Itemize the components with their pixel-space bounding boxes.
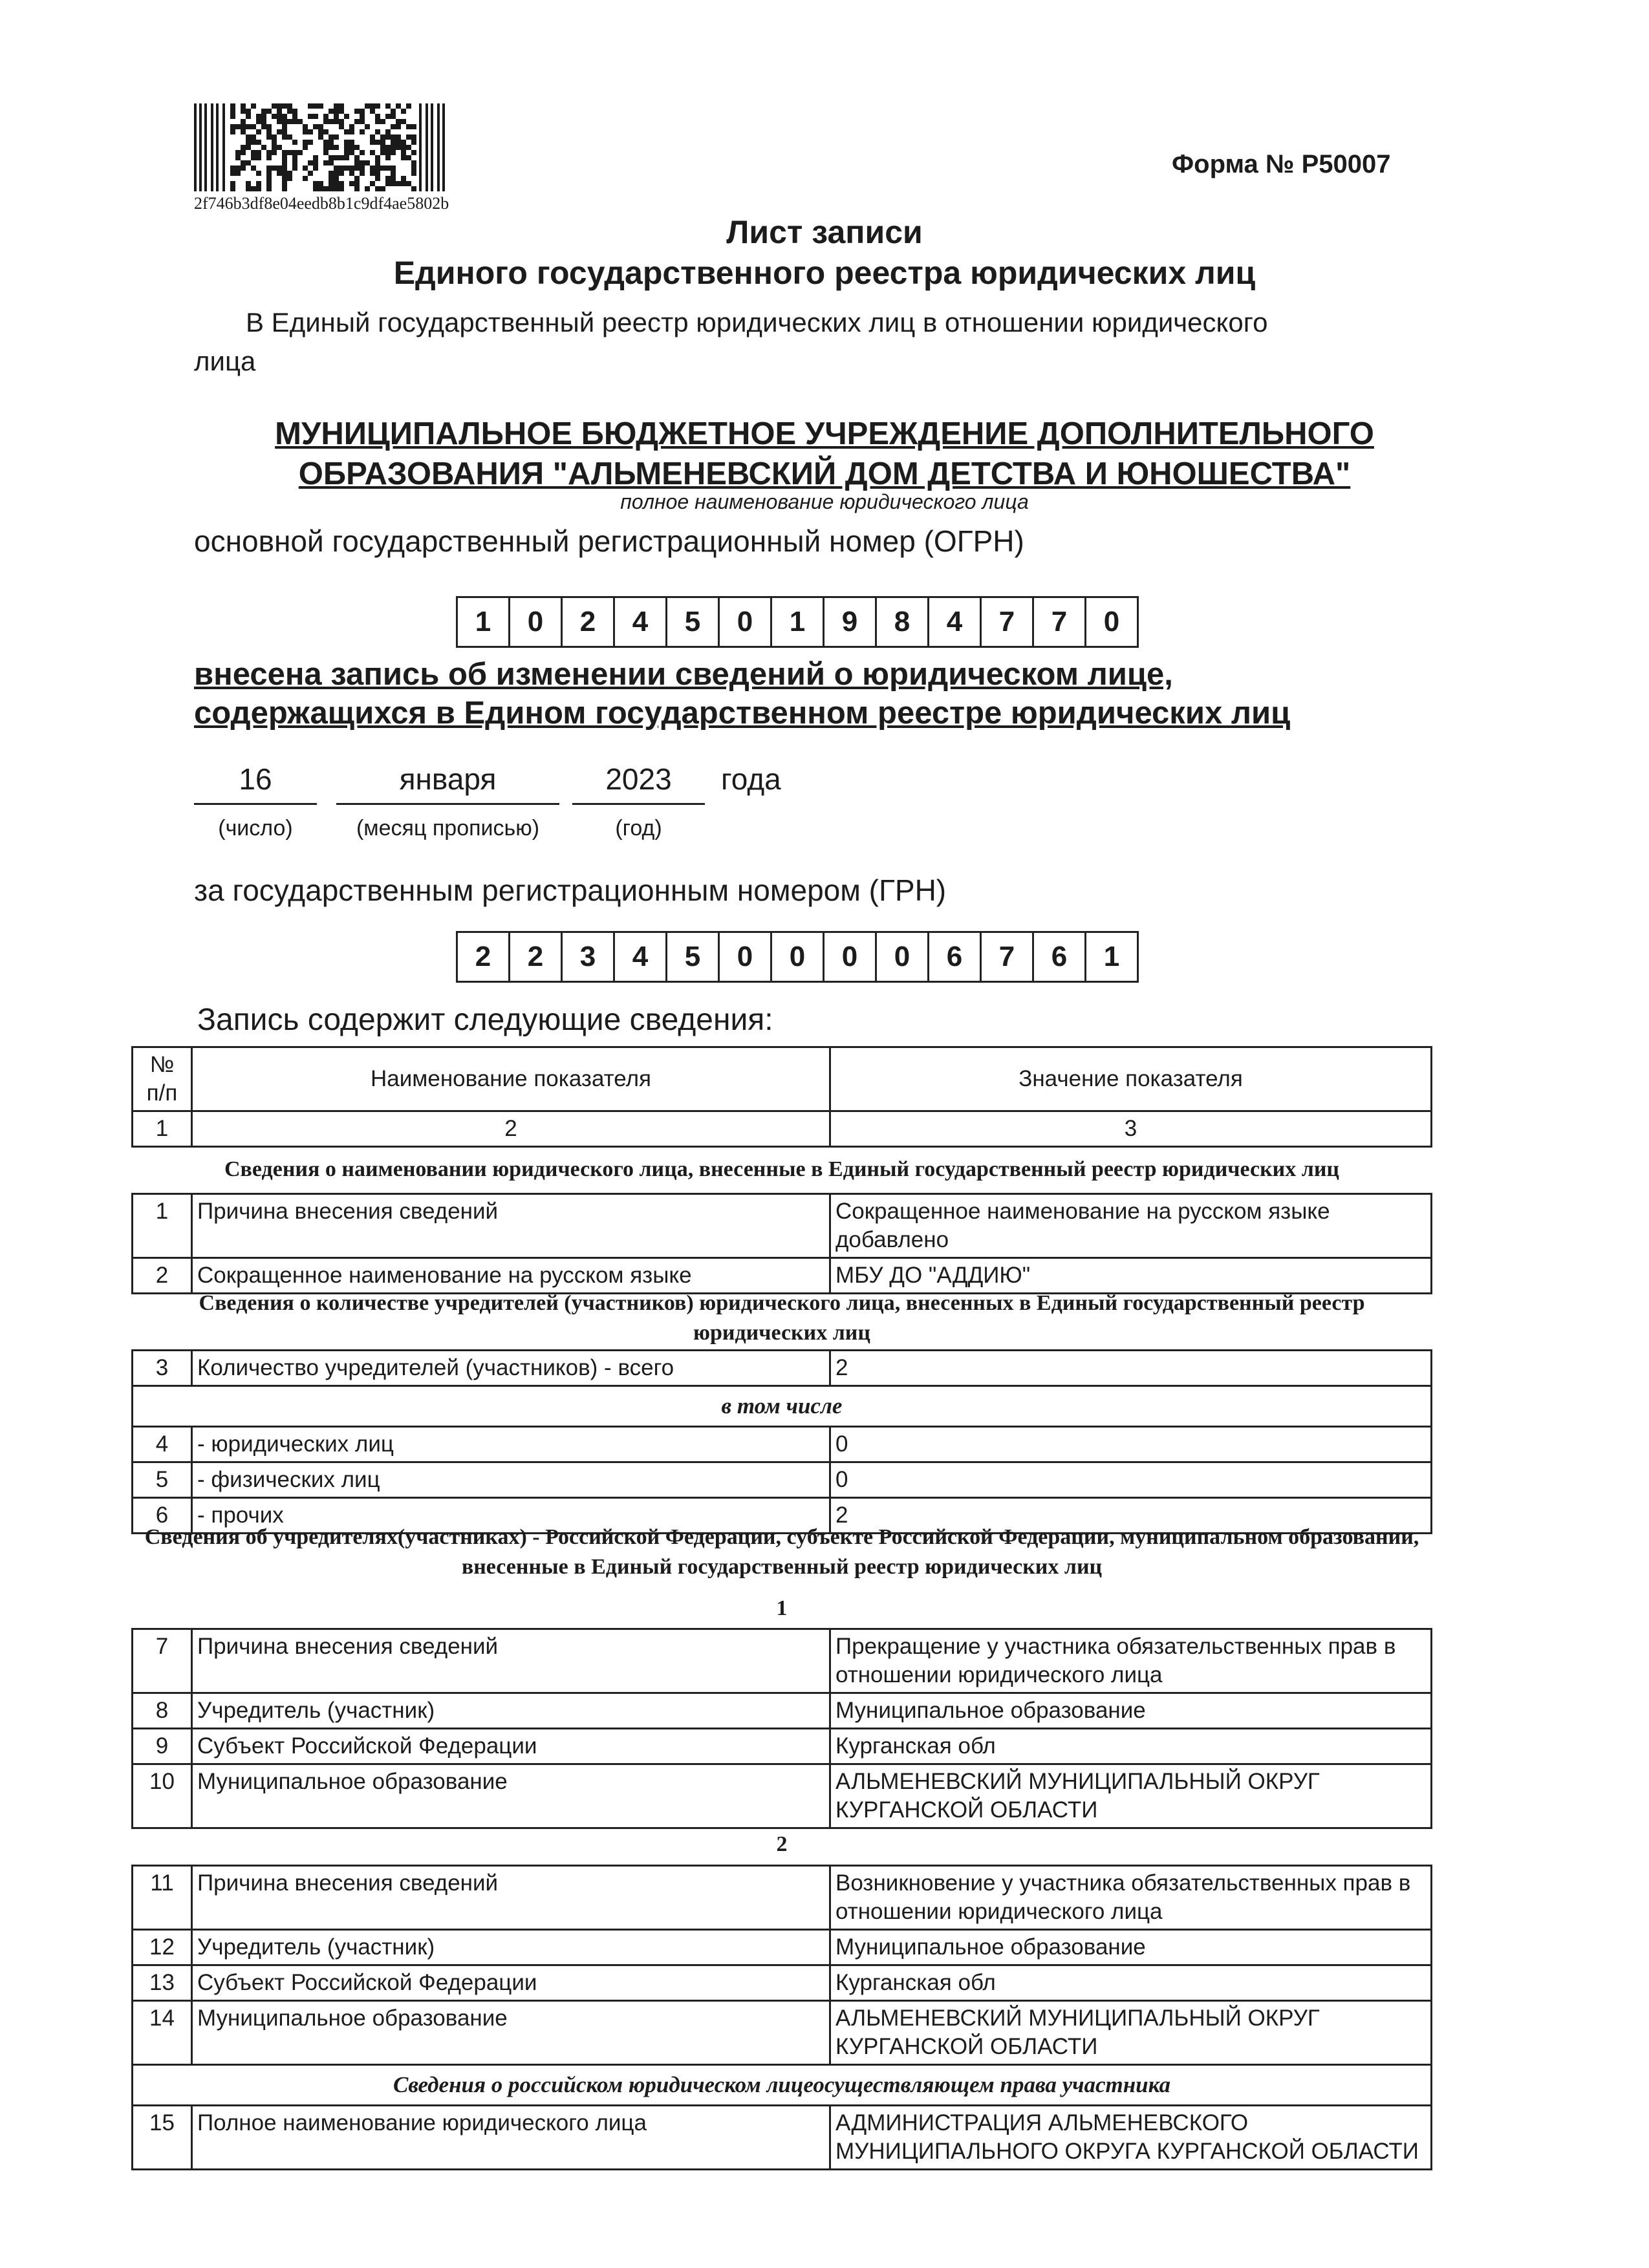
contents-heading: Запись содержит следующие сведения:	[197, 1003, 773, 1037]
row-indicator: Причина внесения сведений	[192, 1194, 830, 1258]
col-indicator-index: 2	[192, 1111, 830, 1147]
row-indicator: Сокращенное наименование на русском языке	[192, 1258, 830, 1294]
ogrn-digit: 5	[667, 598, 720, 646]
row-number: 13	[133, 1965, 192, 2001]
founder-2-table	[131, 1865, 1432, 2170]
grn-digit: 0	[877, 933, 929, 981]
ogrn-digit: 4	[615, 598, 667, 646]
col-value-index: 3	[830, 1111, 1432, 1147]
ogrn-digit: 9	[824, 598, 877, 646]
row-number: 10	[133, 1764, 192, 1828]
grn-digit: 5	[667, 933, 720, 981]
founders-count-table	[131, 1349, 1432, 1534]
participant-rights-heading: Сведения о российском юридическом лицеосуществляющем права участника	[133, 2065, 1432, 2106]
grn-digit: 0	[824, 933, 877, 981]
row-value: АЛЬМЕНЕВСКИЙ МУНИЦИПАЛЬНЫЙ ОКРУГ КУРГАНСКОЙ ОБЛАСТИ	[830, 1764, 1432, 1828]
row-value: 0	[830, 1427, 1432, 1462]
barcode-text: 2f746b3df8e04eedb8b1c9df4ae5802b	[194, 194, 449, 213]
ogrn-digit: 1	[772, 598, 824, 646]
table-row	[133, 1965, 1432, 2001]
table-row	[133, 1194, 1432, 1258]
table-row	[133, 1427, 1432, 1462]
grn-label: за государственным регистрационным номером (ГРН)	[194, 873, 947, 907]
table-row	[133, 1351, 1432, 1386]
table-header-numbers-row	[133, 1111, 1432, 1147]
row-indicator: Количество учредителей (участников) - всего	[192, 1351, 830, 1386]
row-indicator: - физических лиц	[192, 1462, 830, 1498]
row-number: 12	[133, 1930, 192, 1965]
ogrn-label: основной государственный регистрационный номер (ОГРН)	[194, 524, 1024, 558]
col-value-header: Значение показателя	[830, 1047, 1432, 1111]
row-number: 4	[133, 1427, 192, 1462]
table-row	[133, 1866, 1432, 1930]
row-number: 8	[133, 1693, 192, 1729]
table-subheading-row	[133, 2065, 1432, 2106]
table-header-row	[133, 1047, 1432, 1111]
row-indicator: Полное наименование юридического лица	[192, 2106, 830, 2170]
row-value: Муниципальное образование	[830, 1930, 1432, 1965]
date-year-caption: (год)	[615, 816, 662, 840]
row-indicator: Причина внесения сведений	[192, 1629, 830, 1693]
ogrn-digit-boxes	[456, 596, 1139, 648]
table-row	[133, 2001, 1432, 2065]
date-month-caption: (месяц прописью)	[356, 816, 540, 840]
founder-group-number: 2	[776, 1832, 788, 1856]
organization-name-line-1: МУНИЦИПАЛЬНОЕ БЮДЖЕТНОЕ УЧРЕЖДЕНИЕ ДОПОЛНИТЕЛЬНОГО	[275, 416, 1374, 451]
row-indicator: Муниципальное образование	[192, 2001, 830, 2065]
ogrn-digit: 7	[1034, 598, 1086, 646]
ogrn-digit: 7	[982, 598, 1034, 646]
document-subtitle: Единого государственного реестра юридических лиц	[393, 255, 1256, 291]
organization-name-caption: полное наименование юридического лица	[620, 490, 1029, 513]
table-header	[131, 1046, 1432, 1148]
date-suffix: года	[721, 762, 781, 796]
barcode	[194, 103, 446, 191]
row-indicator: Муниципальное образование	[192, 1764, 830, 1828]
col-number-header: № п/п	[133, 1047, 192, 1111]
form-number: Форма № Р50007	[1172, 150, 1391, 178]
table-row	[133, 1629, 1432, 1693]
row-number: 7	[133, 1629, 192, 1693]
ogrn-digit: 2	[563, 598, 615, 646]
row-indicator: Учредитель (участник)	[192, 1693, 830, 1729]
section-name-heading: Сведения о наименовании юридического лица, внесенные в Единый государственный реестр юридических лиц	[224, 1157, 1340, 1181]
row-value: Прекращение у участника обязательственных прав в отношении юридического лица	[830, 1629, 1432, 1693]
date-day-caption: (число)	[218, 816, 293, 840]
row-value: Курганская обл	[830, 1729, 1432, 1764]
section-founders-heading: Сведения об учредителях(участниках) - Российской Федерации, субъекте Российской Федерации, муниципальном образовании, внесенные в Единый государственный реестр юридических лиц	[144, 1525, 1419, 1579]
intro-line-1: В Единый государственный реестр юридических лиц в отношении юридического	[246, 307, 1268, 337]
row-indicator: - прочих	[192, 1498, 830, 1534]
table-row	[133, 1764, 1432, 1828]
intro-line-2: лица	[194, 346, 256, 376]
row-value: АЛЬМЕНЕВСКИЙ МУНИЦИПАЛЬНЫЙ ОКРУГ КУРГАНСКОЙ ОБЛАСТИ	[830, 2001, 1432, 2065]
including-label: в том числе	[133, 1386, 1432, 1427]
ogrn-digit: 4	[929, 598, 982, 646]
table-row	[133, 1693, 1432, 1729]
document-title: Лист записи	[726, 214, 923, 250]
row-number: 3	[133, 1351, 192, 1386]
row-number: 6	[133, 1498, 192, 1534]
row-indicator: Учредитель (участник)	[192, 1930, 830, 1965]
row-number: 9	[133, 1729, 192, 1764]
row-indicator: Субъект Российской Федерации	[192, 1965, 830, 2001]
row-number: 14	[133, 2001, 192, 2065]
section-founders-count-heading: Сведения о количестве учредителей (участников) юридического лица, внесенных в Единый государственный реестр юридических лиц	[199, 1291, 1365, 1345]
grn-digit: 6	[929, 933, 982, 981]
grn-digit: 4	[615, 933, 667, 981]
row-indicator: Причина внесения сведений	[192, 1866, 830, 1930]
ogrn-digit: 0	[1103, 606, 1120, 637]
organization-name-line-2: ОБРАЗОВАНИЯ "АЛЬМЕНЕВСКИЙ ДОМ ДЕТСТВА И ЮНОШЕСТВА"	[298, 456, 1351, 491]
table-subheading-row	[133, 1386, 1432, 1427]
name-table	[131, 1193, 1432, 1294]
grn-digit-boxes	[456, 931, 1139, 983]
row-number: 5	[133, 1462, 192, 1498]
row-indicator: Субъект Российской Федерации	[192, 1729, 830, 1764]
record-statement-line-1: внесена запись об изменении сведений о юридическом лице,	[194, 657, 1173, 692]
grn-digit: 2	[458, 933, 510, 981]
row-value: 2	[830, 1351, 1432, 1386]
ogrn-digit: 0	[720, 598, 772, 646]
row-number: 15	[133, 2106, 192, 2170]
row-value: МБУ ДО "АДДИЮ"	[830, 1258, 1432, 1294]
table-row	[133, 1462, 1432, 1498]
row-value: 0	[830, 1462, 1432, 1498]
date-year: 2023	[572, 762, 705, 805]
row-number: 11	[133, 1866, 192, 1930]
founder-group-number: 1	[776, 1596, 788, 1620]
row-number: 2	[133, 1258, 192, 1294]
row-value: Муниципальное образование	[830, 1693, 1432, 1729]
grn-digit: 7	[982, 933, 1034, 981]
row-value: Сокращенное наименование на русском языке добавлено	[830, 1194, 1432, 1258]
date-day: 16	[194, 762, 317, 805]
row-indicator: - юридических лиц	[192, 1427, 830, 1462]
row-number: 1	[133, 1194, 192, 1258]
grn-digit: 2	[510, 933, 563, 981]
table-row	[133, 1930, 1432, 1965]
ogrn-digit: 0	[510, 598, 563, 646]
grn-digit: 0	[720, 933, 772, 981]
col-number-index: 1	[133, 1111, 192, 1147]
table-row	[133, 2106, 1432, 2170]
ogrn-digit: 1	[458, 598, 510, 646]
row-value: Возникновение у участника обязательственных прав в отношении юридического лица	[830, 1866, 1432, 1930]
ogrn-digit: 8	[877, 598, 929, 646]
row-value: 2	[830, 1498, 1432, 1534]
grn-digit: 0	[772, 933, 824, 981]
record-statement-line-2: содержащихся в Едином государственном реестре юридических лиц	[194, 696, 1291, 731]
col-indicator-header: Наименование показателя	[192, 1047, 830, 1111]
row-value: Курганская обл	[830, 1965, 1432, 2001]
table-row	[133, 1729, 1432, 1764]
row-value: АДМИНИСТРАЦИЯ АЛЬМЕНЕВСКОГО МУНИЦИПАЛЬНОГО ОКРУГА КУРГАНСКОЙ ОБЛАСТИ	[830, 2106, 1432, 2170]
founder-1-table	[131, 1628, 1432, 1829]
grn-digit: 6	[1034, 933, 1086, 981]
grn-digit: 3	[563, 933, 615, 981]
grn-digit: 1	[1103, 941, 1120, 972]
date-month: января	[336, 762, 559, 805]
